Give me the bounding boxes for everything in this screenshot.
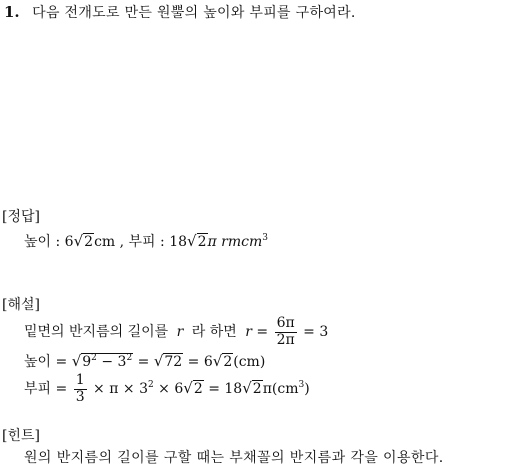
hint-text: 원의 반지름의 길이를 구할 때는 부채꼴의 반지름과 각을 이용한다.: [24, 450, 444, 466]
line3-d: π(cm: [262, 381, 299, 397]
answer-unit: cm: [94, 234, 116, 250]
sqrt-symbol: √2: [73, 232, 94, 250]
line3-c: = 18: [203, 381, 243, 397]
line2-label: 높이 =: [24, 354, 72, 370]
line2-radicand-b: − 3: [96, 354, 127, 370]
question-number: 1.: [4, 3, 20, 21]
line3-sqrt2: 2: [193, 381, 203, 397]
line3-a: × π × 3: [88, 381, 148, 397]
frac-numerator: 1: [75, 372, 85, 389]
line3-exp-2: 2: [147, 380, 154, 390]
explanation-line-3: [24, 368, 310, 408]
sqrt-symbol: √2: [212, 352, 233, 370]
line3-label: 부피 =: [24, 381, 72, 397]
sqrt-symbol: $√9^2 - 3^2$: [71, 352, 133, 370]
line1-result: = 3: [298, 324, 329, 340]
hint-heading: [힌트]: [2, 428, 40, 444]
line3-exp-3: 3: [298, 380, 305, 390]
fraction-6pi-2pi: [275, 316, 297, 348]
line1-eq: =: [251, 324, 273, 340]
frac-denominator: 3: [75, 388, 85, 405]
sqrt-symbol: √2: [187, 232, 207, 250]
line2-mid: =: [133, 354, 154, 370]
line2-exp-b: 2: [126, 353, 133, 363]
answer-exponent: 3: [262, 233, 268, 243]
question-text: 다음 전개도로 만든 원뿔의 높이와 부피를 구하여라.: [32, 5, 356, 21]
sqrt-symbol: √2: [183, 379, 203, 397]
frac-numerator: 6π: [276, 315, 295, 332]
answer-volume-tail: π rmcm: [207, 234, 263, 250]
line2-sqrt2: 2: [223, 354, 233, 370]
line1-mid: 라 하면: [191, 324, 237, 340]
answer-volume-label: , 부피 : 18: [115, 234, 188, 250]
line1-text: 밑면의 반지름의 길이를: [24, 324, 169, 340]
line3-sqrt2b: 2: [252, 381, 262, 397]
line3-e: ): [304, 381, 310, 397]
line2-eq2: = 6: [183, 354, 213, 370]
line2-radicand-a: 9: [82, 354, 92, 370]
frac-denominator: 2π: [276, 331, 295, 348]
explanation-line-1: [24, 312, 328, 352]
sqrt-symbol: √2: [242, 379, 262, 397]
explanation-heading: [해설]: [2, 297, 40, 313]
question-line: [4, 2, 356, 22]
fraction-1-3: [74, 373, 87, 405]
line2-sqrt72: 72: [164, 354, 183, 370]
answer-sqrt-radicand: 2: [84, 234, 94, 250]
answer-heading: [정답]: [2, 209, 40, 225]
line3-b: × 6: [153, 381, 184, 397]
line1-eq-var: r: [245, 324, 252, 340]
answer-sqrt-radicand-2: 2: [197, 234, 207, 250]
sqrt-symbol: √72: [153, 352, 183, 370]
answer-height-label: 높이 : 6: [24, 234, 74, 250]
answer-line: [24, 231, 268, 251]
line2-exp-a: 2: [91, 353, 97, 363]
line2-unit: (cm): [233, 354, 266, 370]
line1-var: r: [176, 324, 184, 340]
